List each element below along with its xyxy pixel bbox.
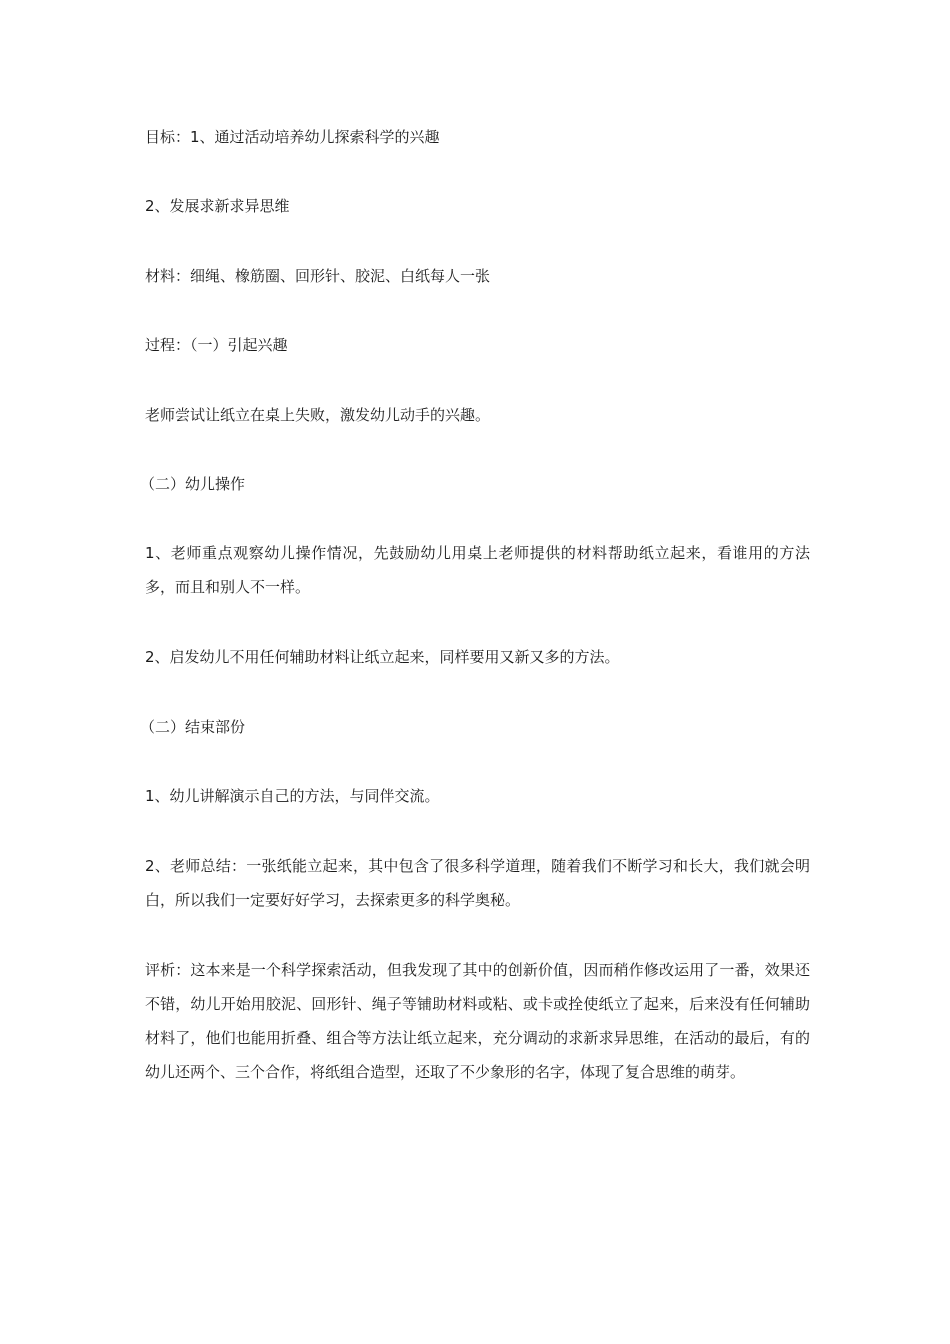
operation-step-1: 1、老师重点观察幼儿操作情况，先鼓励幼儿用桌上老师提供的材料帮助纸立起来，看谁用的方法多，而且和别人不一样。 <box>145 544 810 596</box>
materials-line: 材料：细绳、橡筋圈、回形针、胶泥、白纸每人一张 <box>145 267 491 285</box>
ending-step-2: 2、老师总结：一张纸能立起来，其中包含了很多科学道理，随着我们不断学习和长大，我们就会明白，所以我们一定要好好学习，去探索更多的科学奥秘。 <box>145 857 810 909</box>
goal-line-1: 目标：1、通过活动培养幼儿探索科学的兴趣 <box>145 128 440 146</box>
process-heading: 过程：（一）引起兴趣 <box>145 336 288 354</box>
section-heading-operation: （二）幼儿操作 <box>140 475 246 493</box>
evaluation-paragraph: 评析：这本来是一个科学探索活动，但我发现了其中的创新价值，因而稍作修改运用了一番，效果还不错，幼儿开始用胶泥、回形针、绳子等铺助材料或粘、或卡或拴使纸立了起来，后来没有任何辅助材料了，他们也能用折叠、组合等方法让纸立起来，充分调动的求新求异思维，在活动的最后，有的幼儿还两个、三个合作，将纸组合造型，还取了不少象形的名字，体现了复合思维的萌芽。 <box>145 961 810 1081</box>
section-heading-ending: （二）结束部份 <box>140 718 246 736</box>
intro-paragraph: 老师尝试让纸立在桌上失败，激发幼儿动手的兴趣。 <box>145 406 491 424</box>
goal-line-2: 2、发展求新求异思维 <box>145 197 290 215</box>
ending-step-1: 1、幼儿讲解演示自己的方法，与同伴交流。 <box>145 787 440 805</box>
operation-step-2: 2、启发幼儿不用任何辅助材料让纸立起来，同样要用又新又多的方法。 <box>145 648 620 666</box>
